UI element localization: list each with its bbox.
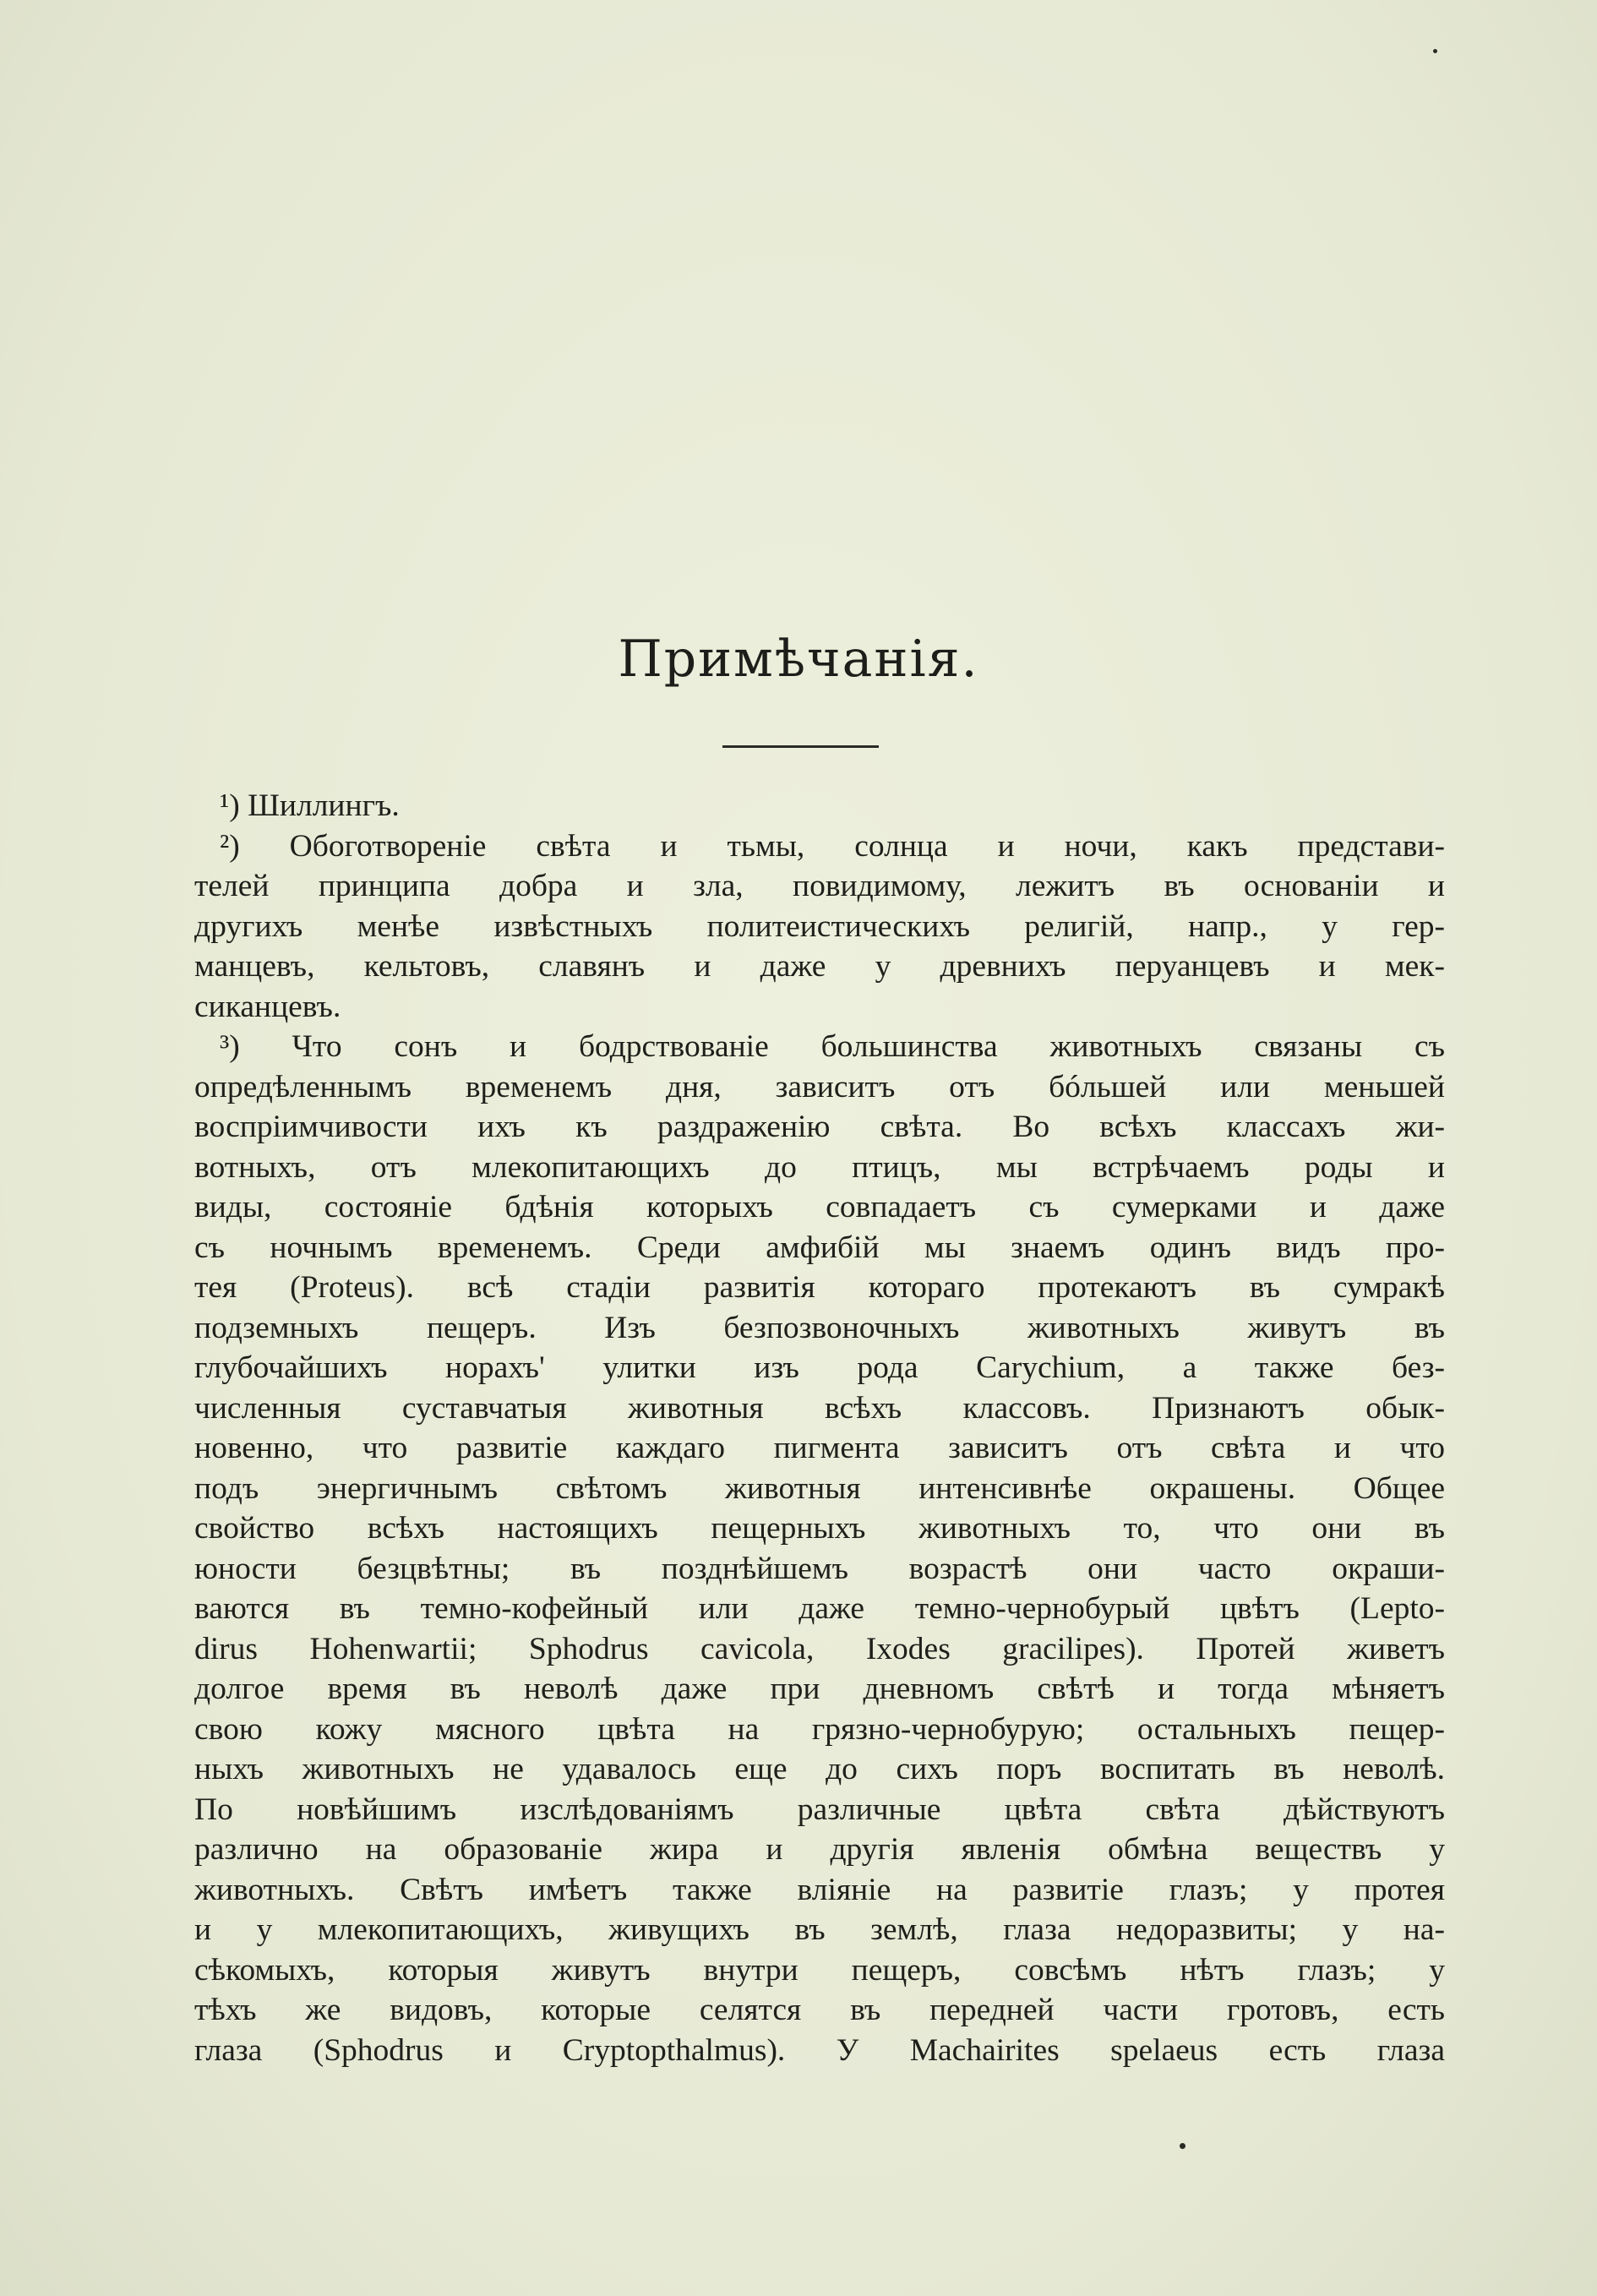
note-line: телей принципа добра и зла, повидимому, лежитъ въ основаніи и (194, 869, 1445, 903)
note-line: сѣкомыхъ, которыя живутъ внутри пещеръ, совсѣмъ нѣтъ глазъ; у (194, 1952, 1445, 1988)
note-line: тѣхъ же видовъ, которые селятся въ передней части гротовъ, есть (194, 1993, 1445, 2027)
title-rule (722, 745, 879, 748)
note-line: съ ночнымъ временемъ. Среди амфибій мы знаемъ одинъ видъ про- (194, 1230, 1445, 1265)
note-line: и у млекопитающихъ, живущихъ въ землѣ, глаза недоразвиты; у на- (194, 1912, 1445, 1947)
note-line: тея (Proteus). всѣ стадіи развитія котораго протекаютъ въ сумракѣ (194, 1270, 1445, 1305)
note-line: вотныхъ, отъ млекопитающихъ до птицъ, мы встрѣчаемъ роды и (194, 1149, 1445, 1185)
note-line: подъ энергичнымъ свѣтомъ животныя интенсивнѣе окрашены. Общее (194, 1470, 1445, 1506)
note-line: виды, состояніе бдѣнія которыхъ совпадаетъ съ сумерками и даже (194, 1190, 1445, 1224)
note-line: подземныхъ пещеръ. Изъ безпозвоночныхъ животныхъ живутъ въ (194, 1310, 1445, 1345)
note-line: ²) Обоготвореніе свѣта и тьмы, солнца и ночи, какъ представи- (220, 828, 1445, 864)
note-line: глаза (Sphodrus и Cryptopthalmus). У Machairites spelaeus есть глаза (194, 2032, 1445, 2068)
note-line: опредѣленнымъ временемъ дня, зависитъ отъ бóльшей или меньшей (194, 1069, 1445, 1104)
note-line: сиканцевъ. (194, 989, 341, 1024)
note-line: ¹) Шиллингъ. (220, 788, 400, 823)
note-line: ныхъ животныхъ не удавалось еще до сихъ поръ воспитать въ неволѣ. (194, 1752, 1445, 1786)
note-line: глубочайшихъ норахъ' улитки изъ рода Carychium, а также без- (194, 1350, 1445, 1385)
note-line: манцевъ, кельтовъ, славянъ и даже у древнихъ перуанцевъ и мек- (194, 949, 1445, 984)
note-line: животныхъ. Свѣтъ имѣетъ также вліяніе на развитіе глазъ; у протея (194, 1872, 1445, 1907)
note-line: По новѣйшимъ изслѣдованіямъ различные цвѣта свѣта дѣйствуютъ (194, 1792, 1445, 1827)
note-line: численныя суставчатыя животныя всѣхъ классовъ. Признаютъ обык- (194, 1390, 1445, 1426)
note-line: воспріимчивости ихъ къ раздраженію свѣта. Во всѣхъ классахъ жи- (194, 1110, 1445, 1144)
ink-speck (1180, 2143, 1185, 2149)
note-line: различно на образованіе жира и другія явленія обмѣна веществъ у (194, 1832, 1445, 1867)
note-line: другихъ менѣе извѣстныхъ политеистическихъ религій, напр., у гер- (194, 908, 1445, 944)
note-line: свою кожу мясного цвѣта на грязно-чернобурую; остальныхъ пещер- (194, 1711, 1445, 1747)
note-line: ваются въ темно-кофейный или даже темно-чернобурый цвѣтъ (Lepto- (194, 1591, 1445, 1626)
page-title: Примѣчанія. (618, 630, 979, 689)
note-line: ³) Что сонъ и бодрствованіе большинства животныхъ связаны съ (220, 1029, 1445, 1064)
notes-body (194, 786, 1445, 2070)
note-line: свойство всѣхъ настоящихъ пещерныхъ животныхъ то, что они въ (194, 1511, 1445, 1546)
note-line: dirus Hohenwartii; Sphodrus cavicola, Ixodes gracilipes). Протей живетъ (194, 1631, 1445, 1666)
note-line: юности безцвѣтны; въ позднѣйшемъ возрастѣ они часто окраши- (194, 1551, 1445, 1586)
ink-speck (1433, 49, 1437, 53)
note-line: новенно, что развитіе каждаго пигмента зависитъ отъ свѣта и что (194, 1431, 1445, 1465)
note-line: долгое время въ неволѣ даже при дневномъ свѣтѣ и тогда мѣняетъ (194, 1672, 1445, 1706)
